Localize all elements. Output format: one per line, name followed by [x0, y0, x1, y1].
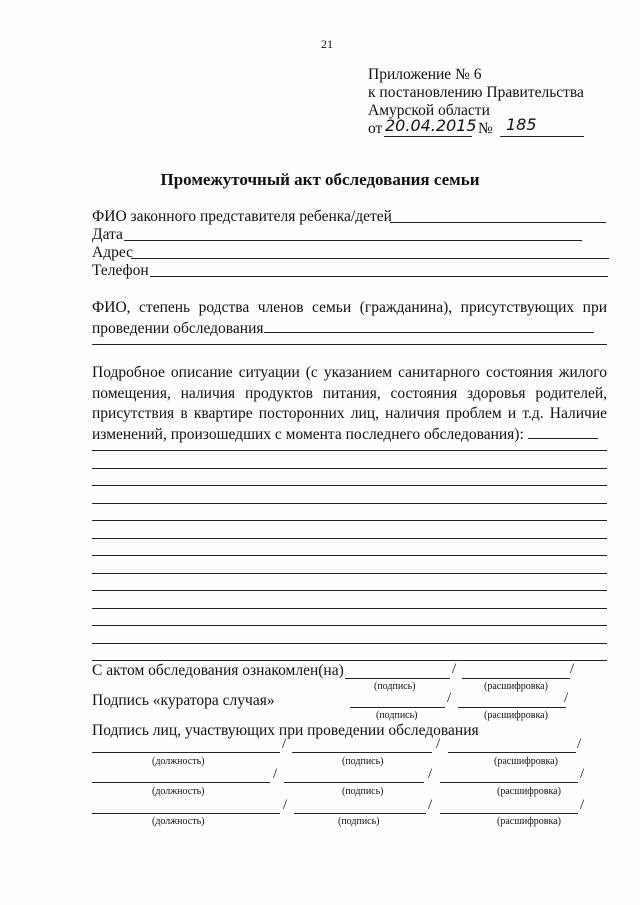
- phone-line[interactable]: [150, 276, 608, 277]
- participant-signature-line[interactable]: [292, 752, 432, 753]
- document-title: Промежуточный акт обследования семьи: [160, 170, 480, 189]
- acquainted-separator: /: [452, 661, 457, 677]
- curator-signature-line[interactable]: [350, 707, 445, 708]
- appendix-date-prefix: от: [368, 120, 383, 137]
- participant-signature-caption: (подпись): [342, 786, 384, 797]
- description-line[interactable]: [92, 643, 607, 644]
- participant-decoding-line[interactable]: [440, 813, 578, 814]
- acquainted-label: С актом обследования ознакомлен(на): [92, 662, 344, 679]
- participant-end-slash: /: [577, 736, 582, 752]
- acquainted-signature-line[interactable]: [345, 678, 450, 679]
- participant-position-line[interactable]: [92, 782, 270, 783]
- description-prompt: [92, 363, 607, 445]
- participant-signature-line[interactable]: [294, 813, 426, 814]
- participant-position-caption: (должность): [152, 756, 205, 767]
- participant-separator: /: [428, 766, 433, 782]
- acquainted-end-slash: /: [570, 661, 575, 677]
- relatives-rule[interactable]: [92, 344, 607, 345]
- phone-label: Телефон: [92, 262, 149, 279]
- participants-label: Подпись лиц, участвующих при проведении обследования: [92, 722, 479, 739]
- description-line[interactable]: [92, 468, 607, 469]
- description-line[interactable]: [92, 590, 607, 591]
- participant-signature-caption: (подпись): [342, 756, 384, 767]
- description-line[interactable]: [92, 608, 607, 609]
- curator-separator: /: [447, 690, 452, 706]
- curator-end-slash: /: [564, 690, 569, 706]
- curator-decoding-line[interactable]: [458, 707, 566, 708]
- appendix-date-value: 20.04.2015: [385, 116, 477, 135]
- participant-separator: /: [273, 766, 278, 782]
- description-line[interactable]: [92, 450, 607, 451]
- participant-separator: /: [428, 797, 433, 813]
- description-line[interactable]: [92, 503, 607, 504]
- participant-decoding-caption: (расшифровка): [497, 786, 561, 797]
- participant-end-slash: /: [580, 797, 585, 813]
- appendix-date-line: [384, 136, 472, 137]
- appendix-number-prefix: №: [478, 120, 493, 137]
- participant-decoding-line[interactable]: [440, 782, 578, 783]
- relatives-text: ФИО, степень родства членов семьи (гражданина), присутствующих при проведении обследования: [92, 299, 607, 337]
- relatives-prompt: [92, 297, 607, 339]
- page-number: 21: [321, 37, 333, 51]
- participant-position-caption: (должность): [152, 786, 205, 797]
- appendix-number-value: 185: [506, 115, 537, 134]
- description-line[interactable]: [92, 520, 607, 521]
- date-line[interactable]: [124, 240, 582, 241]
- date-label: Дата: [92, 226, 123, 243]
- appendix-number-line: [500, 136, 584, 137]
- curator-signature-caption: (подпись): [376, 710, 418, 721]
- address-line[interactable]: [131, 258, 609, 259]
- description-line[interactable]: [92, 625, 607, 626]
- description-line[interactable]: [92, 538, 607, 539]
- participant-signature-caption: (подпись): [338, 816, 380, 827]
- description-line[interactable]: [92, 485, 607, 486]
- participant-position-line[interactable]: [92, 752, 280, 753]
- relatives-line[interactable]: [264, 332, 594, 333]
- participant-separator: /: [282, 736, 287, 752]
- appendix-line-3: Амурской области: [368, 102, 490, 119]
- participant-position-caption: (должность): [152, 816, 205, 827]
- participant-decoding-caption: (расшифровка): [497, 816, 561, 827]
- participant-signature-line[interactable]: [284, 782, 424, 783]
- description-line[interactable]: [92, 660, 607, 661]
- participant-decoding-line[interactable]: [448, 752, 576, 753]
- appendix-line-2: к постановлению Правительства: [368, 84, 584, 101]
- acquainted-signature-caption: (подпись): [374, 681, 416, 692]
- guardian-name-label: ФИО законного представителя ребенка/детей: [92, 208, 392, 225]
- curator-label: Подпись «куратора случая»: [92, 692, 275, 709]
- curator-decoding-caption: (расшифровка): [484, 710, 548, 721]
- description-line[interactable]: [92, 573, 607, 574]
- participant-position-line[interactable]: [92, 813, 280, 814]
- participant-decoding-caption: (расшифровка): [494, 756, 558, 767]
- description-text: Подробное описание ситуации (с указанием санитарного состояния жилого помещения, наличия продуктов питания, состояния здоровья родителей, присутствия в квартире посторонних лиц, наличия проблем и т.д. Наличие изменений, произошедших с момента последнего обследования):: [92, 364, 607, 443]
- address-label: Адрес: [92, 244, 133, 261]
- appendix-line-1: Приложение № 6: [368, 66, 482, 83]
- acquainted-decoding-caption: (расшифровка): [484, 681, 548, 692]
- description-first-line[interactable]: [528, 438, 598, 439]
- participant-separator: /: [283, 797, 288, 813]
- guardian-name-line[interactable]: [390, 222, 606, 223]
- description-line[interactable]: [92, 555, 607, 556]
- participant-end-slash: /: [580, 766, 585, 782]
- participant-separator: /: [436, 736, 441, 752]
- acquainted-decoding-line[interactable]: [462, 678, 570, 679]
